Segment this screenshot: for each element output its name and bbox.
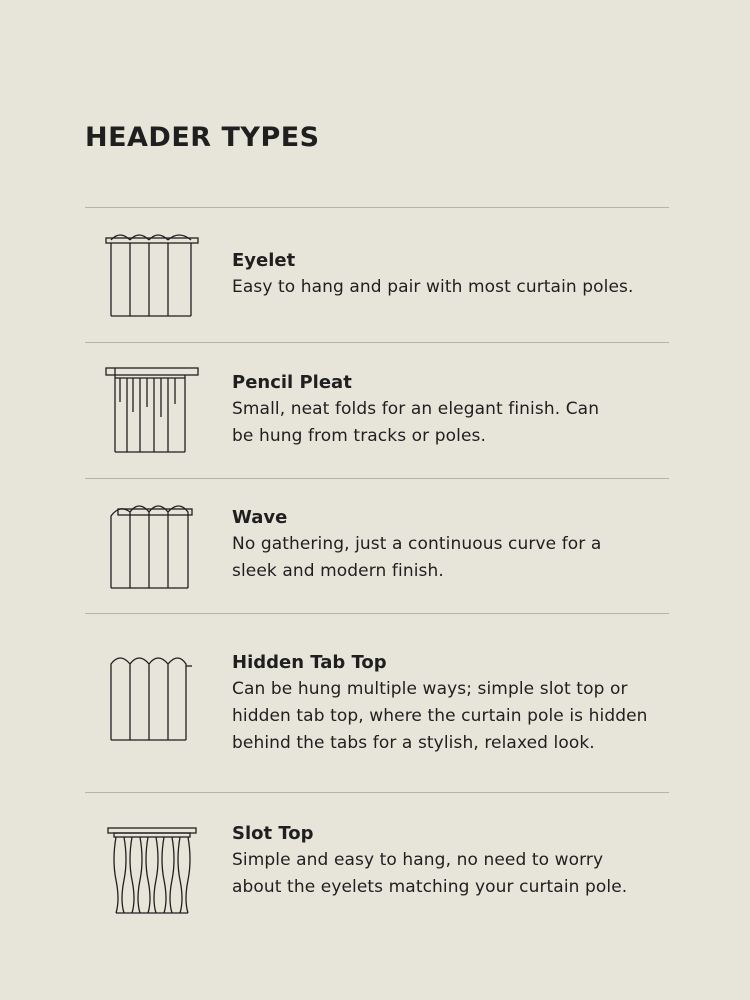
item-title: Eyelet: [232, 250, 296, 271]
item-description-line: about the eyelets matching your curtain pole.: [232, 877, 628, 897]
divider: [85, 478, 669, 479]
item-description: Easy to hang and pair with most curtain poles.: [232, 277, 634, 297]
divider: [85, 613, 669, 614]
item-title: Slot Top: [232, 823, 314, 844]
item-description-line: Simple and easy to hang, no need to worry: [232, 850, 604, 870]
item-description-line: be hung from tracks or poles.: [232, 426, 486, 446]
item-description-line: behind the tabs for a stylish, relaxed look.: [232, 733, 595, 753]
item-title: Pencil Pleat: [232, 372, 352, 393]
item-description-line: Can be hung multiple ways; simple slot top or: [232, 679, 628, 699]
eyelet-curtain-icon: [100, 228, 205, 323]
item-description-line: No gathering, just a continuous curve for a: [232, 534, 602, 554]
list-item: [232, 505, 692, 585]
wave-curtain-icon: [100, 498, 205, 593]
item-title: Hidden Tab Top: [232, 652, 387, 673]
item-description-line: Small, neat folds for an elegant finish. Can: [232, 399, 600, 419]
item-description-line: hidden tab top, where the curtain pole is hidden: [232, 706, 648, 726]
divider: [85, 207, 669, 208]
list-item: [232, 370, 692, 450]
hidden-tab-top-curtain-icon: [100, 650, 205, 745]
item-title: Wave: [232, 507, 288, 528]
divider: [85, 342, 669, 343]
slot-top-curtain-icon: [100, 820, 205, 915]
page-title: HEADER TYPES: [85, 122, 320, 153]
list-item: [232, 248, 692, 301]
item-description-line: sleek and modern finish.: [232, 561, 444, 581]
list-item: [232, 821, 692, 901]
list-item: [232, 650, 692, 757]
divider: [85, 792, 669, 793]
pencil-pleat-curtain-icon: [100, 362, 205, 457]
